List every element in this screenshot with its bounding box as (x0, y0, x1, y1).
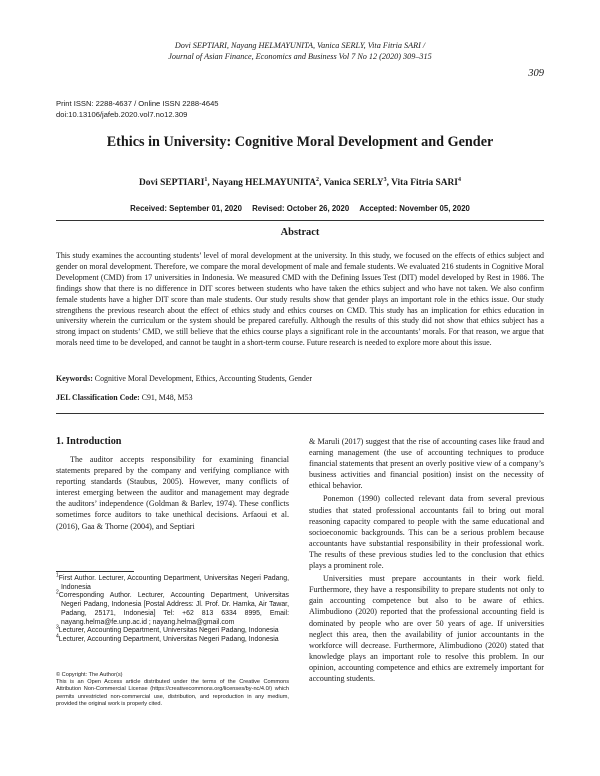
footnote-text: Corresponding Author. Lecturer, Accounting Department, Universitas Negeri Padang, Indonesia [Postal Address: Jl. Prof. Dr. Hamka, Air Tawar, Padang, 25171, Indonesia] Tel: +62 813 6334 8995, Email: nayang.helma@fe.unp.ac.id ; nayang.helma@gmail.com (58, 592, 289, 626)
running-head-authors: Dovi SEPTIARI, Nayang HELMAYUNITA, Vanica SERLY, Vita Fitria SARI / (174, 41, 426, 50)
page-number: 309 (528, 68, 544, 79)
footnote-mark: 4 (56, 633, 59, 640)
keywords-line (56, 374, 544, 383)
author-mark: 2 (316, 176, 320, 183)
license-text: This is an Open Access article distributed under the terms of the Creative Commons Attribution Non-Commercial License (https://creativecommons.org/licenses/by-nc/4.0/) which permits unrestricted non-commercial use, distribution, and reproduction in any medium, provided the original work is properly cited. (56, 679, 289, 707)
received-date: Received: September 01, 2020 (130, 204, 242, 213)
right-column (309, 436, 544, 684)
footnote (56, 592, 289, 627)
abstract-body: This study examines the accounting students’ level of moral development at the university. In this study, we focused on the effects of ethics subject and gender on moral development. Therefore, we compare the moral development of male and female students. We evaluated 216 students in Cognitive Moral Development (CMD) from 17 universities in Indonesia. We measured CMD with the Defining Issues Test (DIT) model developed by Rest in 1986. The findings show that there is no difference in DIT scores between students who have taken the ethics subject and who have not taken. We also confirm female students have a higher DIT score than male students. Our study results show that gender plays an important role in the ethics issue. Our study strengthens the previous research about the effect of ethics study and ethics courses on CMD. This study has an implication for ethics education in university wherein the curriculum or the system should be prepared carefully. Although the results of this study did not show that ethics subject has a strong impact on students’ CMD, we still believe that the ethics course plays a significant role in the accountants’ morals. For that reason, we argue that morals need time to be developed, and cannot be taught in a short-term course. Future research is needed to explore more about this issue. (56, 251, 544, 348)
author-separator: , (207, 178, 213, 188)
accepted-date: Accepted: November 05, 2020 (359, 204, 470, 213)
author-separator: , (386, 178, 392, 188)
body-paragraph: Ponemon (1990) collected relevant data from several previous studies that stated professional accountants fail to bring out moral reasoning capacity compared to people with the same educational and socioeconomic backgrounds. This can be a serious problem because accountants have substantial responsibility in their professional work. The results of these previous studies led to the conclusion that ethics plays a prominent role. (309, 494, 544, 571)
body-paragraph: Universities must prepare accountants in their work field. Furthermore, they have a responsibility to prepare students not only to gain accounting competence but also to be aware of ethics. Alimbudiono (2020) reported that the professional accounting field is dominated by people who are over 50 years of age. If universities neglect this area, then the availability of junior accountants in the workforce will decrease. Furthermore, Alimbudiono (2020) stated that knowledge plays an important role to resolve this problem. In our opinion, accounting competence and ethics are extremely important for accounting students. (309, 574, 544, 683)
issn-text: Print ISSN: 2288-4637 / Online ISSN 2288-4645 (56, 99, 219, 108)
author-separator: , (319, 178, 324, 188)
footnote-text: First Author. Lecturer, Accounting Department, Universitas Negeri Padang, Indonesia (58, 575, 289, 591)
paper-title: Ethics in University: Cognitive Moral Development and Gender (106, 134, 494, 150)
author-name: Vita Fitria SARI (391, 178, 458, 188)
footnote-mark: 1 (56, 572, 59, 579)
revised-date: Revised: October 26, 2020 (252, 204, 350, 213)
body-paragraph: & Maruli (2017) suggest that the rise of accounting cases like fraud and earning management (the use of accounting techniques to produce financial statements that present an overly positive view of a company’s business activities and financial position) insist on the necessity of ethical behavior. (309, 437, 544, 491)
keywords-label: Keywords: (56, 374, 93, 383)
doi-text: doi:10.13106/jafeb.2020.vol7.no12.309 (56, 110, 188, 119)
issn-block (56, 98, 219, 120)
footnote (56, 633, 289, 645)
running-head (0, 40, 600, 62)
jel-label: JEL Classification Code: (56, 393, 140, 402)
left-column (56, 436, 289, 532)
footnote-divider (56, 571, 134, 572)
jel-value: C91, M48, M53 (139, 393, 193, 402)
dates-line (0, 204, 600, 213)
section-heading: 1. Introduction (56, 436, 122, 447)
footnote-mark: 3 (56, 624, 59, 631)
footnote-mark: 2 (56, 590, 59, 597)
footnote-text: Lecturer, Accounting Department, Universitas Negeri Padang, Indonesia (58, 627, 279, 635)
abstract-heading: Abstract (280, 227, 320, 238)
body-paragraph: The auditor accepts responsibility for examining financial statements prepared by the company and verifying compliance with reporting standards (Staubus, 2005). However, many conflicts of interest emerging between the auditor and management may degrade the auditors’ independence (Goldman & Barlev, 1974). These conflicts sometimes force auditors to take unethical decisions. Arfaoui et al. (2016), Gaa & Thorne (2004), and Septiari (56, 455, 289, 531)
author-mark: 3 (383, 176, 387, 183)
author-mark: 4 (457, 176, 461, 183)
author-name: Nayang HELMAYUNITA (212, 178, 317, 188)
author-list (0, 178, 600, 188)
copyright-line: © Copyright: The Author(s) (56, 672, 123, 678)
divider-top (56, 220, 544, 221)
author-name: Vanica SERLY (323, 178, 384, 188)
footnote (56, 624, 289, 636)
author-name: Dovi SEPTIARI (139, 178, 205, 188)
divider-bottom (56, 413, 544, 414)
copyright-notice (56, 672, 289, 708)
footnote (56, 572, 289, 592)
author-mark: 1 (204, 176, 208, 183)
jel-line (56, 393, 544, 402)
keywords-value: Cognitive Moral Development, Ethics, Accounting Students, Gender (92, 374, 312, 383)
footnote-text: Lecturer, Accounting Department, Universitas Negeri Padang, Indonesia (58, 635, 279, 643)
running-head-journal: Journal of Asian Finance, Economics and Business Vol 7 No 12 (2020) 309–315 (168, 52, 432, 61)
footnotes (56, 572, 289, 645)
